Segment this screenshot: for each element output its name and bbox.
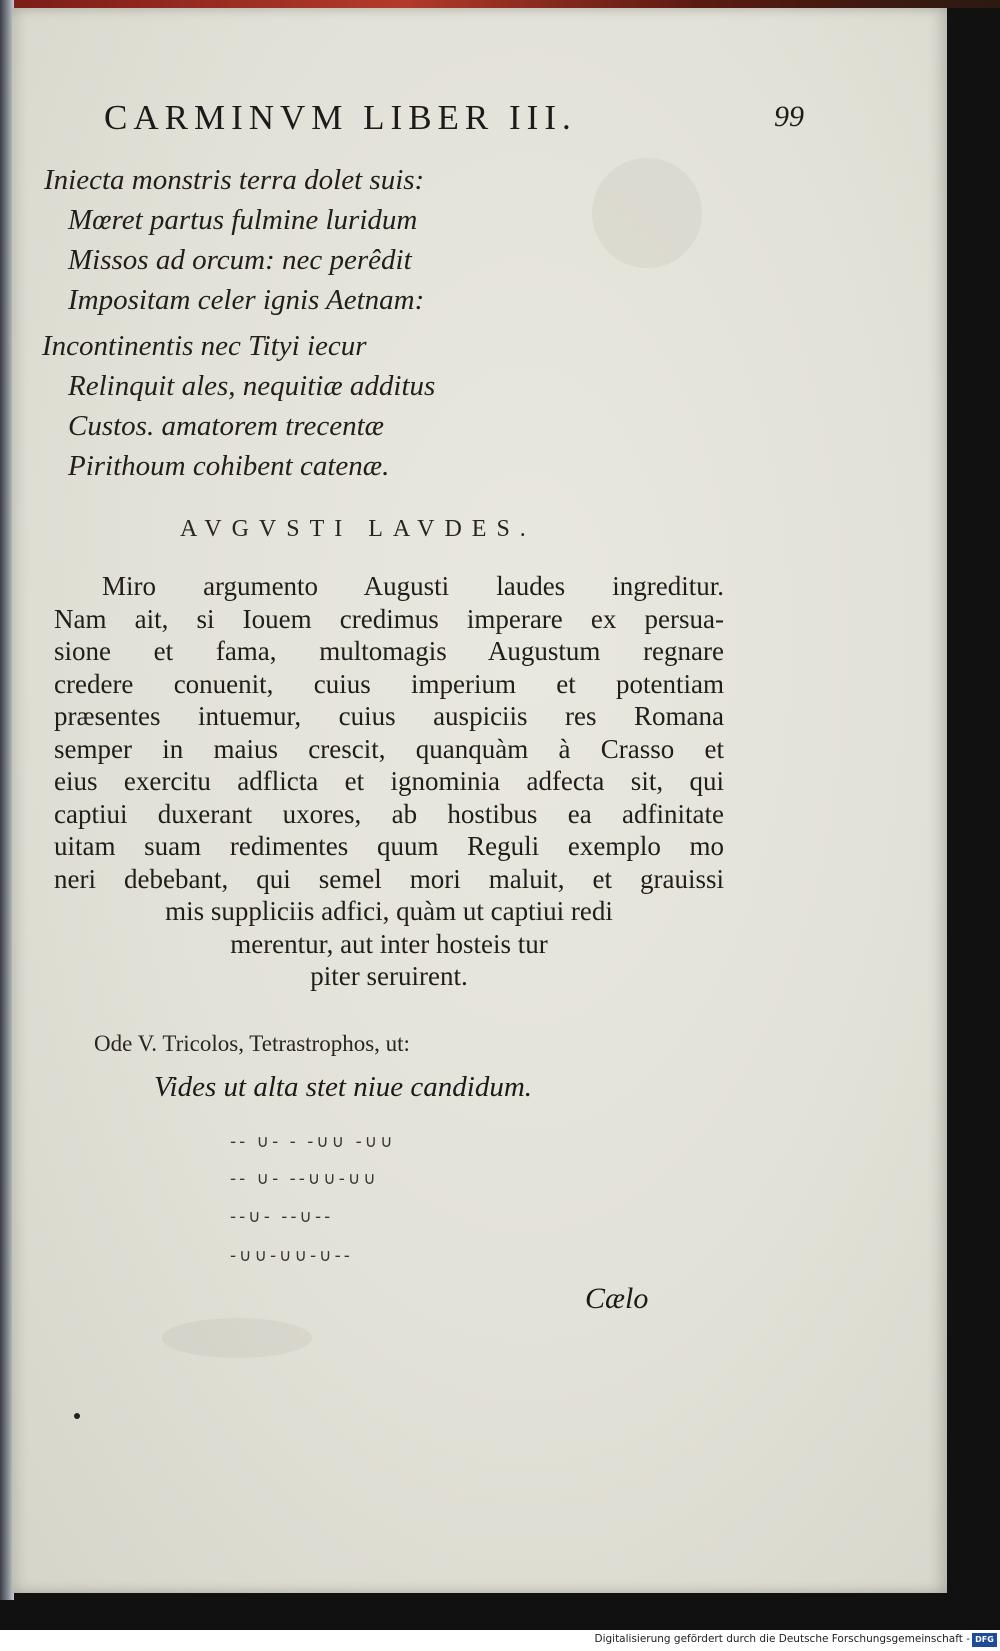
binding-edge-top bbox=[0, 0, 1000, 8]
verse-line: Impositam celer ignis Aetnam: bbox=[68, 284, 425, 316]
funding-credit: Digitalisierung gefördert durch die Deutsche Forschungsgemeinschaft - bbox=[594, 1633, 970, 1645]
verse-line: Iniecta monstris terra dolet suis: bbox=[44, 164, 425, 196]
verse-line: Incontinentis nec Tityi iecur bbox=[42, 330, 367, 362]
show-through-mark bbox=[162, 1318, 312, 1358]
ode-heading: Ode V. Tricolos, Tetrastrophos, ut: bbox=[94, 1031, 410, 1056]
argument-line: præsentes intuemur, cuius auspiciis res Romana bbox=[54, 701, 724, 731]
argument-line: semper in maius crescit, quanquàm à Crasso et bbox=[54, 733, 724, 764]
argument-line: sione et fama, multomagis Augustum regnare bbox=[54, 636, 724, 666]
argument-line: eius exercitu adflicta et ignominia adfecta sit, qui bbox=[54, 766, 724, 796]
ode-incipit: Vides ut alta stet niue candidum. bbox=[154, 1071, 533, 1103]
argument-line: Miro argumento Augusti laudes ingreditur. bbox=[102, 571, 724, 601]
verse-line: Relinquit ales, nequitiæ additus bbox=[68, 370, 436, 402]
running-head-title: CARMINVM LIBER III. bbox=[104, 98, 577, 137]
argument-line: credere conuenit, cuius imperium et potentiam bbox=[54, 668, 724, 699]
dfg-logo-icon: DFG bbox=[972, 1633, 997, 1647]
argument-line: mis suppliciis adfici, quàm ut captiui redi bbox=[165, 896, 613, 926]
argument-line: Nam ait, si Iouem credimus imperare ex persua- bbox=[54, 603, 724, 634]
verse-line: Custos. amatorem trecentæ bbox=[68, 410, 385, 442]
argument-line: merentur, aut inter hosteis tur bbox=[230, 928, 548, 959]
argument-paragraph bbox=[54, 570, 724, 993]
section-title: AVGVSTI LAVDES. bbox=[180, 516, 536, 542]
catchword: Cælo bbox=[585, 1282, 649, 1315]
argument-line: piter seruirent. bbox=[310, 961, 468, 991]
verse-line: Mœret partus fulmine luridum bbox=[68, 204, 418, 236]
argument-line: uitam suam redimentes quum Reguli exemplo mo bbox=[54, 831, 724, 861]
running-head bbox=[104, 98, 804, 148]
footer-bar bbox=[0, 1630, 1000, 1651]
verse-line: Missos ad orcum: nec perêdit bbox=[68, 244, 412, 276]
page-number: 99 bbox=[774, 100, 804, 133]
verse-line: Pirithoum cohibent catenæ. bbox=[68, 450, 390, 482]
meter-scheme-line: -- ∪- --∪∪-∪∪ bbox=[230, 1169, 379, 1189]
argument-line: captiui duxerant uxores, ab hostibus ea adfinitate bbox=[54, 798, 724, 829]
meter-scheme-line: -- ∪- - -∪∪ -∪∪ bbox=[230, 1132, 396, 1152]
meter-scheme-line: -∪∪-∪∪-∪-- bbox=[230, 1246, 353, 1266]
meter-scheme-line: --∪- --∪-- bbox=[230, 1207, 334, 1227]
argument-line: neri debebant, qui semel mori maluit, et grauissi bbox=[54, 863, 724, 894]
ink-dot bbox=[74, 1413, 80, 1419]
book-page bbox=[12, 8, 947, 1593]
